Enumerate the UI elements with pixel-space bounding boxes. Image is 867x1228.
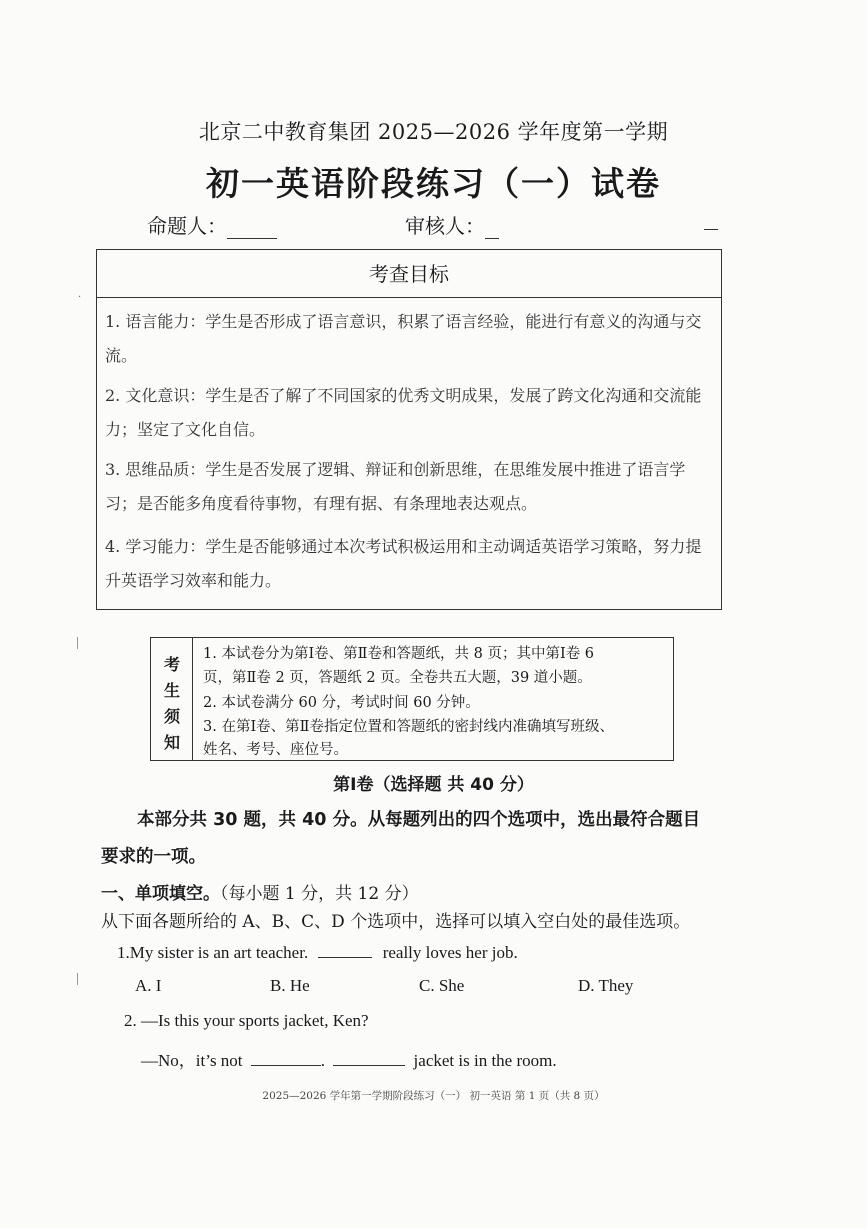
question-2-blank-1[interactable]: [251, 1051, 321, 1066]
option-b[interactable]: B. He: [270, 976, 310, 995]
binding-mark: [77, 973, 82, 985]
question-2-line-1: 2. —Is this your sports jacket, Ken?: [124, 1011, 369, 1030]
part-one-instruction: 从下面各题所给的 A、B、C、D 个选项中，选择可以填入空白处的最佳选项。: [101, 912, 691, 932]
question-1-after: really loves her job.: [382, 943, 518, 962]
question-1: [117, 943, 518, 963]
section-intro-line-2: 要求的一项。: [101, 847, 206, 867]
objective-item-1: 1. 语言能力：学生是否形成了语言意识，积累了语言经验，能进行有意义的沟通与交流。: [105, 312, 702, 365]
notice-char: 知: [163, 733, 180, 752]
notice-char: 生: [163, 681, 180, 700]
reviewer-label: 审核人：: [405, 214, 485, 238]
reviewer-blank-end: [704, 229, 718, 230]
page-footer: 2025—2026 学年第一学期阶段练习（一） 初一英语 第 1 页（共 8 页）: [262, 1090, 605, 1102]
section-intro-line-1: 本部分共 30 题，共 40 分。从每题列出的四个选项中，选出最符合题目: [137, 810, 701, 830]
binding-mark: ·: [78, 292, 82, 303]
part-one-score-note: （每小题 1 分，共 12 分）: [220, 884, 419, 904]
part-one-title-text: 一、单项填空。: [101, 884, 220, 904]
option-d[interactable]: D. They: [578, 976, 634, 995]
question-2-blank-2[interactable]: [333, 1051, 405, 1066]
notice-line: 2. 本试卷满分 60 分，考试时间 60 分钟。: [203, 695, 480, 711]
question-2-line-2: [141, 1046, 557, 1071]
question-2-after: jacket is in the room.: [413, 1051, 557, 1070]
question-1-before: 1.My sister is an art teacher.: [117, 943, 309, 962]
proposer-blank[interactable]: [227, 220, 277, 239]
notice-char: 考: [163, 655, 180, 674]
part-one-title: [101, 879, 419, 904]
option-c[interactable]: C. She: [419, 976, 465, 995]
notice-label-cell: [151, 638, 193, 760]
objective-item-3: 3. 思维品质：学生是否发展了逻辑、辩证和创新思维，在思维发展中推进了语言学习；是否能多角度看待事物，有理有据、有条理地表达观点。: [105, 460, 686, 513]
binding-mark: [77, 637, 82, 649]
objective-item-4: 4. 学习能力：学生是否能够通过本次考试积极运用和主动调适英语学习策略，努力提升英语学习效率和能力。: [105, 537, 702, 590]
question-2-separator: .: [320, 1051, 326, 1070]
question-2-before: —No，it’s not: [141, 1051, 243, 1070]
option-a[interactable]: A. I: [135, 976, 162, 995]
notice-char: 须: [163, 707, 180, 726]
reviewer-row: [405, 210, 499, 239]
section-heading: 第Ⅰ卷（选择题 共 40 分）: [333, 775, 534, 795]
notice-line: 姓名、考号、座位号。: [203, 742, 348, 758]
notice-line: 1. 本试卷分为第Ⅰ卷、第Ⅱ卷和答题纸，共 8 页；其中第Ⅰ卷 6: [203, 646, 595, 662]
question-1-blank[interactable]: [318, 943, 372, 958]
page-title: 初一英语阶段练习（一）试卷: [206, 164, 661, 203]
notice-line: 3. 在第Ⅰ卷、第Ⅱ卷指定位置和答题纸的密封线内准确填写班级、: [203, 719, 615, 735]
objectives-box: [96, 249, 722, 610]
objective-item-2: 2. 文化意识：学生是否了解了不同国家的优秀文明成果，发展了跨文化沟通和交流能力；坚定了文化自信。: [105, 386, 702, 439]
school-line: 北京二中教育集团 2025—2026 学年度第一学期: [198, 120, 669, 144]
notice-box: [150, 637, 674, 761]
reviewer-blank[interactable]: [485, 220, 499, 239]
objectives-heading: 考查目标: [97, 250, 721, 298]
notice-line: 页，第Ⅱ卷 2 页，答题纸 2 页。全卷共五大题，39 道小题。: [203, 670, 592, 686]
proposer-row: [147, 210, 277, 239]
proposer-label: 命题人：: [147, 214, 227, 238]
